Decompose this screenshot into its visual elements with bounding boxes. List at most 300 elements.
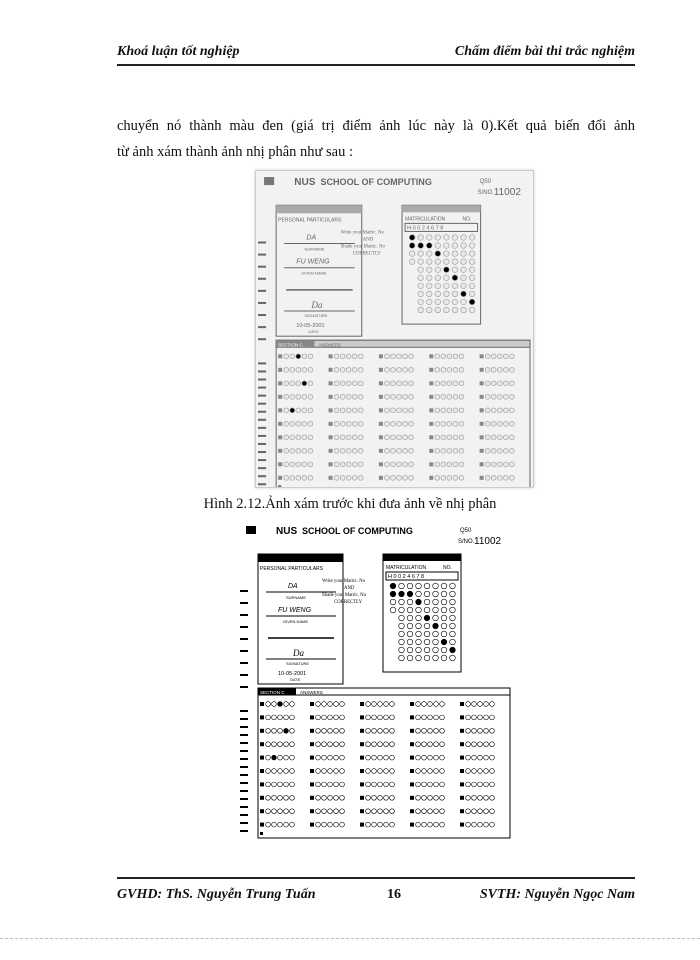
answers-box xyxy=(258,688,510,838)
answer-bubble xyxy=(334,448,339,453)
answer-bubble xyxy=(390,822,395,827)
answer-bubble xyxy=(266,728,271,733)
timing-mark xyxy=(240,626,248,628)
question-number xyxy=(460,796,464,800)
question-number xyxy=(480,435,484,439)
timing-mark xyxy=(240,686,248,688)
answer-bubble xyxy=(397,381,402,386)
answer-bubble xyxy=(503,394,508,399)
answer-bubble xyxy=(290,462,295,467)
answer-bubble xyxy=(385,394,390,399)
answer-bubble xyxy=(459,394,464,399)
matric-bubble xyxy=(418,235,424,241)
answer-bubble xyxy=(509,367,514,372)
sheet-sno: 11002 xyxy=(474,536,502,547)
answer-bubble xyxy=(490,769,495,774)
answer-bubble xyxy=(472,715,477,720)
timing-mark xyxy=(240,650,248,652)
answer-bubble xyxy=(403,475,408,480)
answer-bubble xyxy=(503,381,508,386)
instruction-1: Write your Matric. No xyxy=(322,579,365,584)
answer-bubble xyxy=(284,742,289,747)
timing-mark xyxy=(258,435,266,437)
matric-bubble xyxy=(433,647,439,653)
matric-bubble xyxy=(444,275,450,281)
instruction-4: CORRECTLY xyxy=(334,600,363,605)
answer-bubble xyxy=(378,782,383,787)
answer-bubble xyxy=(322,702,327,707)
answer-bubble xyxy=(290,381,295,386)
matric-bubble xyxy=(450,591,456,597)
question-number xyxy=(410,715,414,719)
matric-bubble xyxy=(444,235,450,241)
question-number xyxy=(260,715,264,719)
answer-bubble xyxy=(390,782,395,787)
answer-bubble xyxy=(485,421,490,426)
answer-bubble xyxy=(441,354,446,359)
matric-bubble xyxy=(441,599,447,605)
answer-bubble xyxy=(352,394,357,399)
answer-bubble xyxy=(378,809,383,814)
answer-bubble xyxy=(466,769,471,774)
answer-bubble xyxy=(509,462,514,467)
answer-bubble xyxy=(390,728,395,733)
matric-bubble xyxy=(469,283,475,289)
answer-bubble xyxy=(372,782,377,787)
answer-bubble xyxy=(397,435,402,440)
question-number xyxy=(480,395,484,399)
question-number xyxy=(480,462,484,466)
sheet-sno-label: S/NO. xyxy=(477,190,495,197)
timing-mark xyxy=(240,674,248,676)
answer-bubble xyxy=(334,728,339,733)
answer-bubble xyxy=(385,448,390,453)
answer-bubble xyxy=(278,822,283,827)
matric-bubble xyxy=(418,283,424,289)
answer-bubble xyxy=(466,728,471,733)
question-number xyxy=(360,796,364,800)
answer-bubble xyxy=(340,782,345,787)
answer-bubble xyxy=(453,408,458,413)
answer-bubble xyxy=(435,394,440,399)
answer-bubble xyxy=(459,408,464,413)
answer-bubble xyxy=(478,822,483,827)
given-name-value: FU WENG xyxy=(296,258,330,266)
answer-bubble xyxy=(385,475,390,480)
answer-bubble xyxy=(316,769,321,774)
answer-bubble xyxy=(485,408,490,413)
answer-bubble xyxy=(491,475,496,480)
timing-mark xyxy=(240,614,248,616)
answer-bubble xyxy=(428,782,433,787)
matric-bubble xyxy=(444,243,450,249)
answers-label: ANSWERS xyxy=(300,690,323,695)
timing-mark xyxy=(258,362,266,364)
answer-bubble xyxy=(459,448,464,453)
answer-bubble xyxy=(484,715,489,720)
timing-mark xyxy=(240,742,248,744)
answer-bubble xyxy=(290,728,295,733)
answer-bubble xyxy=(390,742,395,747)
matric-bubble xyxy=(409,259,415,265)
question-number xyxy=(260,756,264,760)
answer-bubble xyxy=(358,435,363,440)
matric-bubble xyxy=(426,299,432,305)
question-number xyxy=(310,729,314,733)
answer-bubble xyxy=(384,715,389,720)
question-number xyxy=(410,769,414,773)
answer-bubble xyxy=(384,795,389,800)
given-name-value: FU WENG xyxy=(278,607,312,614)
answer-bubble xyxy=(296,448,301,453)
answer-bubble xyxy=(302,462,307,467)
question-number xyxy=(260,782,264,786)
question-number xyxy=(310,715,314,719)
answer-bubble xyxy=(340,448,345,453)
answer-bubble xyxy=(346,408,351,413)
answer-bubble xyxy=(403,367,408,372)
answer-bubble xyxy=(302,408,307,413)
date-value: 10-05-2001 xyxy=(296,323,325,330)
answer-bubble xyxy=(346,448,351,453)
answer-bubble xyxy=(290,448,295,453)
footer-right: SVTH: Nguyễn Ngọc Nam xyxy=(479,887,635,902)
answer-bubble xyxy=(409,435,414,440)
timing-mark xyxy=(240,758,248,760)
answer-bubble xyxy=(290,702,295,707)
answer-bubble xyxy=(391,475,396,480)
answer-bubble xyxy=(428,742,433,747)
answer-bubble xyxy=(459,435,464,440)
question-number xyxy=(260,796,264,800)
answer-bubble xyxy=(322,715,327,720)
page-footer xyxy=(117,877,635,905)
matric-bubble xyxy=(407,599,413,605)
answer-bubble xyxy=(509,435,514,440)
answer-bubble xyxy=(422,809,427,814)
answer-bubble xyxy=(278,742,283,747)
matric-bubble xyxy=(452,291,458,297)
answer-bubble xyxy=(440,809,445,814)
question-number xyxy=(379,449,383,453)
matric-bubble xyxy=(461,299,467,305)
sheet-sno: 11002 xyxy=(493,187,521,199)
answer-bubble xyxy=(422,715,427,720)
answer-bubble xyxy=(422,782,427,787)
question-number xyxy=(360,782,364,786)
answer-bubble xyxy=(466,702,471,707)
answer-bubble xyxy=(478,809,483,814)
answer-bubble xyxy=(491,381,496,386)
answer-bubble xyxy=(366,809,371,814)
body-line-1: chuyển nó thành màu đen (giá trị điểm ảnh lúc này là 0).Kết quả biến đổi ảnh xyxy=(117,118,635,134)
answer-bubble xyxy=(490,755,495,760)
timing-mark xyxy=(258,290,266,292)
matric-bubble xyxy=(461,235,467,241)
answer-bubble xyxy=(296,435,301,440)
timing-mark xyxy=(258,387,266,389)
matric-bubble xyxy=(399,623,405,629)
matric-bubble xyxy=(418,307,424,313)
answer-bubble xyxy=(441,475,446,480)
matric-bubble xyxy=(424,647,430,653)
matric-bubble xyxy=(426,243,432,249)
answer-bubble xyxy=(284,728,289,733)
answer-bubble xyxy=(302,421,307,426)
answer-bubble xyxy=(340,715,345,720)
question-number xyxy=(278,476,282,480)
sheet-title: NUS xyxy=(276,526,298,537)
answer-bubble xyxy=(358,394,363,399)
matric-bubble xyxy=(461,243,467,249)
answer-bubble xyxy=(434,715,439,720)
question-number xyxy=(278,435,282,439)
answer-bubble xyxy=(491,367,496,372)
timing-mark xyxy=(240,822,248,824)
answer-bubble xyxy=(384,742,389,747)
answer-bubble xyxy=(447,435,452,440)
answer-bubble xyxy=(503,475,508,480)
answer-bubble xyxy=(490,822,495,827)
answer-bubble xyxy=(358,475,363,480)
answer-bubble xyxy=(372,742,377,747)
answer-bubble xyxy=(290,769,295,774)
answer-bubble xyxy=(308,462,313,467)
matric-bubble xyxy=(399,583,405,589)
answer-bubble xyxy=(308,394,313,399)
section-label: SECTION C xyxy=(260,690,285,695)
sheet-qid: Q50 xyxy=(460,528,472,534)
answer-bubble xyxy=(284,769,289,774)
date-label: DATE xyxy=(290,677,301,682)
matric-bubble xyxy=(452,267,458,273)
answer-bubble xyxy=(384,809,389,814)
answer-bubble xyxy=(485,462,490,467)
answer-bubble xyxy=(478,715,483,720)
answer-bubble xyxy=(416,809,421,814)
answer-bubble xyxy=(391,435,396,440)
answer-bubble xyxy=(340,367,345,372)
timing-mark xyxy=(240,782,248,784)
matric-bubble xyxy=(435,259,441,265)
answer-bubble xyxy=(328,728,333,733)
given-name-label: GIVEN NAME xyxy=(301,270,327,276)
question-number xyxy=(460,702,464,706)
matric-bubble xyxy=(450,631,456,637)
answer-bubble xyxy=(384,782,389,787)
answer-bubble xyxy=(340,462,345,467)
matric-bubble xyxy=(452,283,458,289)
answer-bubble xyxy=(384,769,389,774)
answer-bubble xyxy=(472,809,477,814)
timing-mark xyxy=(258,266,266,268)
answer-bubble xyxy=(466,782,471,787)
matric-bubble xyxy=(416,647,422,653)
matric-bubble xyxy=(433,583,439,589)
answer-bubble xyxy=(484,742,489,747)
answer-bubble xyxy=(340,755,345,760)
personal-band xyxy=(276,205,362,213)
answer-bubble xyxy=(284,394,289,399)
answer-bubble xyxy=(391,408,396,413)
answer-bubble xyxy=(372,795,377,800)
answer-bubble xyxy=(284,702,289,707)
matric-bubble xyxy=(450,583,456,589)
answer-bubble xyxy=(485,381,490,386)
answer-bubble xyxy=(340,769,345,774)
answer-bubble xyxy=(328,795,333,800)
answer-bubble xyxy=(434,702,439,707)
matric-bubble xyxy=(435,243,441,249)
answer-bubble xyxy=(434,742,439,747)
body-line-2: từ ảnh xám thành ảnh nhị phân như sau : xyxy=(117,144,353,160)
answer-bubble xyxy=(316,809,321,814)
answer-bubble xyxy=(385,462,390,467)
question-number xyxy=(379,476,383,480)
answer-bubble xyxy=(484,782,489,787)
answer-bubble xyxy=(447,394,452,399)
answer-bubble xyxy=(509,354,514,359)
matric-bubble xyxy=(399,607,405,613)
matric-bubble xyxy=(399,631,405,637)
answer-bubble xyxy=(266,702,271,707)
answer-bubble xyxy=(272,755,277,760)
answer-bubble xyxy=(352,475,357,480)
answer-bubble xyxy=(435,475,440,480)
matric-bubble xyxy=(399,591,405,597)
timing-mark xyxy=(240,638,248,640)
answer-bubble xyxy=(372,755,377,760)
answer-bubble xyxy=(390,809,395,814)
answer-bubble xyxy=(440,742,445,747)
answer-bubble xyxy=(272,728,277,733)
answer-bubble xyxy=(390,755,395,760)
answer-bubble xyxy=(366,742,371,747)
answer-bubble xyxy=(316,702,321,707)
timing-mark xyxy=(258,395,266,397)
answer-bubble xyxy=(366,795,371,800)
matric-bubble xyxy=(424,639,430,645)
answer-bubble xyxy=(503,448,508,453)
question-number xyxy=(260,729,264,733)
answer-bubble xyxy=(416,742,421,747)
question-number xyxy=(429,435,433,439)
answer-bubble xyxy=(316,715,321,720)
answer-bubble xyxy=(416,702,421,707)
matric-bubble xyxy=(441,647,447,653)
question-number xyxy=(460,715,464,719)
answer-bubble xyxy=(509,421,514,426)
answer-bubble xyxy=(409,462,414,467)
matric-bubble xyxy=(409,243,415,249)
answer-bubble xyxy=(272,822,277,827)
question-number xyxy=(329,408,333,412)
answer-bubble xyxy=(441,381,446,386)
personal-label: PERSONAL PARTICULARS xyxy=(260,566,323,572)
question-number xyxy=(480,368,484,372)
answer-bubble xyxy=(308,367,313,372)
answer-bubble xyxy=(403,462,408,467)
answer-bubble xyxy=(428,702,433,707)
matric-bubble xyxy=(424,591,430,597)
question-number xyxy=(429,408,433,412)
answer-bubble xyxy=(453,448,458,453)
matric-bubble xyxy=(450,615,456,621)
question-number xyxy=(310,742,314,746)
answer-bubble xyxy=(428,809,433,814)
answer-bubble xyxy=(378,822,383,827)
answer-bubble xyxy=(435,354,440,359)
signature-value: Da xyxy=(311,299,323,310)
answer-bubble xyxy=(340,475,345,480)
answer-bubble xyxy=(316,822,321,827)
answer-bubble xyxy=(422,728,427,733)
question-number xyxy=(429,422,433,426)
answer-bubble xyxy=(284,421,289,426)
answer-bubble xyxy=(346,462,351,467)
answer-bubble xyxy=(358,462,363,467)
matric-bubble xyxy=(409,251,415,257)
matric-bubble xyxy=(433,591,439,597)
date-value: 10-05-2001 xyxy=(278,671,307,677)
answer-bubble xyxy=(409,381,414,386)
answer-bubble xyxy=(384,822,389,827)
question-number xyxy=(310,702,314,706)
answer-bubble xyxy=(334,408,339,413)
timing-mark xyxy=(258,378,266,380)
question-number xyxy=(360,715,364,719)
answer-bubble xyxy=(328,809,333,814)
question-number xyxy=(480,381,484,385)
answer-bubble xyxy=(340,742,345,747)
question-number xyxy=(260,809,264,813)
answer-bubble xyxy=(422,822,427,827)
answer-bubble xyxy=(390,795,395,800)
question-number xyxy=(429,354,433,358)
matric-bubble xyxy=(426,283,432,289)
answer-bubble xyxy=(346,381,351,386)
answer-bubble xyxy=(440,728,445,733)
answer-bubble xyxy=(447,381,452,386)
timing-mark xyxy=(258,370,266,372)
timing-mark xyxy=(240,774,248,776)
answer-bubble xyxy=(340,728,345,733)
answer-bubble xyxy=(334,742,339,747)
matric-bubble xyxy=(441,591,447,597)
answer-bubble xyxy=(491,448,496,453)
personal-label: PERSONAL PARTICULARS xyxy=(278,217,342,224)
answer-bubble xyxy=(503,421,508,426)
answer-bubble xyxy=(266,822,271,827)
answer-bubble xyxy=(403,421,408,426)
answer-bubble xyxy=(266,782,271,787)
answer-bubble xyxy=(459,462,464,467)
matric-bubble xyxy=(435,283,441,289)
answer-bubble xyxy=(284,809,289,814)
timing-mark xyxy=(258,278,266,280)
matric-bubble xyxy=(407,623,413,629)
answer-bubble xyxy=(278,769,283,774)
answer-bubble xyxy=(409,475,414,480)
answer-bubble xyxy=(340,795,345,800)
question-number xyxy=(460,756,464,760)
answer-bubble xyxy=(296,462,301,467)
answer-bubble xyxy=(478,782,483,787)
timing-mark xyxy=(240,750,248,752)
answer-bubble xyxy=(397,394,402,399)
answer-bubble xyxy=(497,408,502,413)
answer-bubble xyxy=(334,755,339,760)
